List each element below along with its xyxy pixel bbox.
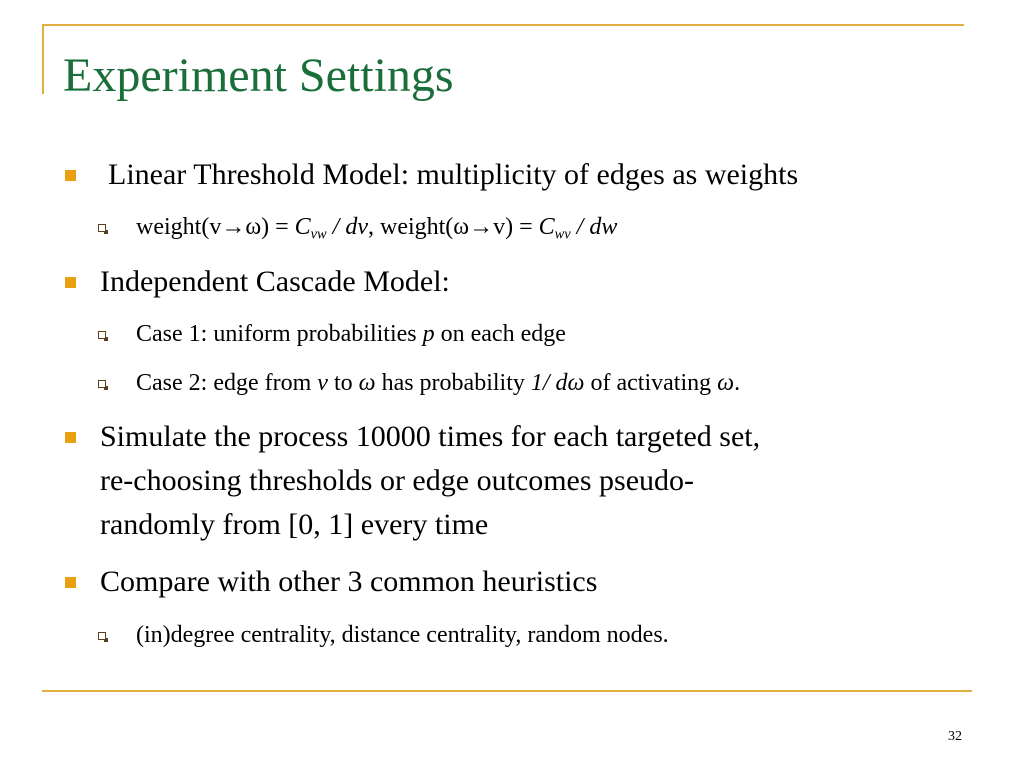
square-bullet-icon (65, 277, 76, 288)
bullet-text: Compare with other 3 common heuristics (100, 565, 598, 598)
sub-bullet-text: Case 2: edge from v to ω has probability 1/ dω of activating ω. (136, 370, 741, 396)
bullet-text-line-2: re-choosing thresholds or edge outcomes pseudo- (100, 464, 695, 497)
bullet-text-line-3: randomly from [0, 1] every time (100, 508, 489, 541)
sub-bullet-text: weight(v→ω) = $C_{vw}$ / dv, weight(ω→v) = $C_{wv}$ / dw (136, 214, 618, 243)
footer-rule (42, 690, 972, 692)
page-number: 32 (948, 729, 962, 744)
bullet-text: Linear Threshold Model: multiplicity of edges as weights (108, 158, 799, 191)
hollow-square-bullet-icon (98, 632, 106, 640)
top-rule (42, 24, 964, 26)
hollow-square-bullet-icon (98, 331, 106, 339)
bullet-text-line-1: Simulate the process 10000 times for each targeted set, (100, 420, 761, 453)
bullet-text: Independent Cascade Model: (100, 265, 450, 298)
square-bullet-icon (65, 432, 76, 443)
square-bullet-icon (65, 577, 76, 588)
left-rule (42, 24, 44, 94)
square-bullet-icon (65, 170, 76, 181)
hollow-square-bullet-icon (98, 380, 106, 388)
sub-bullet-text: Case 1: uniform probabilities p on each edge (136, 321, 566, 347)
hollow-square-bullet-icon (98, 224, 106, 232)
slide-title: Experiment Settings (63, 49, 454, 102)
sub-bullet-text: (in)degree centrality, distance centrality, random nodes. (136, 622, 669, 648)
